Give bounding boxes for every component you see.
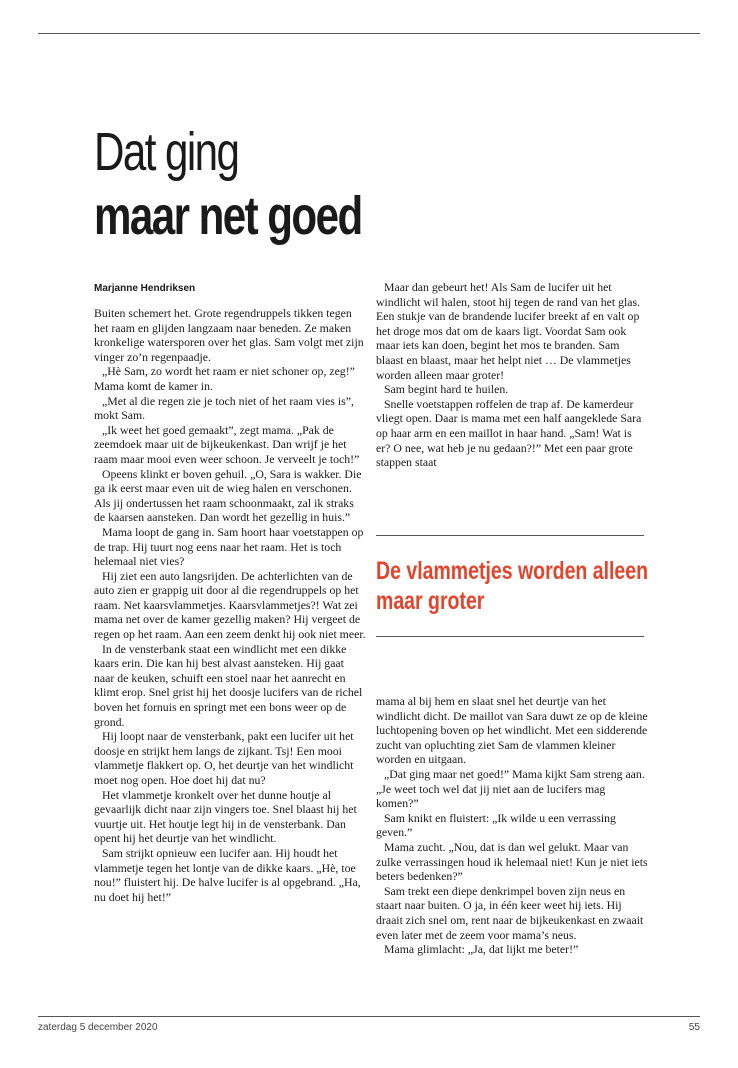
paragraph: Buiten schemert het. Grote regendruppels tikken tegen het raam en glijden langzaam naar beneden. Ze maken kronkelige watersporen over het glas. Sam volgt met zijn vinger zo’n regenpaadje. bbox=[94, 306, 364, 364]
paragraph: Mama loopt de gang in. Sam hoort haar voetstappen op de trap. Hij tuurt nog eens naar het raam. Het is toch helemaal niet vies? bbox=[94, 524, 364, 569]
page-number: 55 bbox=[688, 1022, 700, 1033]
title-line-2: maar net goed bbox=[94, 186, 362, 246]
pull-quote-rule-bottom bbox=[376, 636, 644, 637]
pull-quote: De vlammetjes worden alleen maar groter bbox=[376, 557, 649, 615]
paragraph: Mama zucht. „Nou, dat is dan wel gelukt. Maar van zulke verrassingen houd ik helemaal niet! Kun je niet iets beters bedenken?” bbox=[376, 839, 648, 884]
article-column-2-bottom bbox=[376, 694, 648, 957]
paragraph: Hij loopt naar de vensterbank, pakt een lucifer uit het doosje en strijkt hem langs de zijkant. Tsj! Een mooi vlammetje flakkert op. O, het deurtje van het windlicht moet nog open. Hoe doet hij dat nu? bbox=[94, 729, 354, 787]
paragraph: Hij ziet een auto langsrijden. De achterlichten van de auto zien er grappig uit door al die regendruppels op het raam. Net kaarsvlammetjes. Kaarsvlammetjes?! Wat zei mama net over de kamer gezellig maken? Hij vergeet de regen op het raam. Aan een zeem denkt hij ook niet meer. bbox=[94, 568, 366, 642]
paragraph: Maar dan gebeurt het! Als Sam de lucifer uit het windlicht wil halen, stoot hij tegen de rand van het glas. Een stukje van de brandende lucifer breekt af en valt op het droge mos dat om de kaars ligt. Voordat Sam ook maar iets kan doen, begint het mos te branden. Sam blaast en blaast, maar het helpt niet … De vlammetjes worden alleen maar groter! bbox=[376, 280, 641, 382]
paragraph: Mama glimlacht: „Ja, dat lijkt me beter!” bbox=[384, 942, 579, 957]
title-line-1: Dat ging bbox=[94, 122, 239, 182]
pull-quote-rule-top bbox=[376, 535, 644, 536]
paragraph: „Hè Sam, zo wordt het raam er niet schoner op, zeg!” Mama komt de kamer in. bbox=[94, 364, 355, 393]
paragraph: Het vlammetje kronkelt over het dunne houtje al gevaarlijk dicht naar zijn vingers toe. Snel blaast hij het vuurtje uit. Het houtje legt hij in de vensterbank. Dan opent hij het deurtje van het windlicht. bbox=[94, 787, 357, 846]
article-column-1 bbox=[94, 306, 366, 904]
paragraph: Snelle voetstappen roffelen de trap af. De kamerdeur vliegt open. Daar is mama met een half aangeklede Sara op haar arm en een maillot in haar hand. „Sam! Wat is er? O nee, wat heb je nu gedaan?!” Met een paar grote stappen staat bbox=[376, 396, 642, 470]
paragraph: mama al bij hem en slaat snel het deurtje van het windlicht dicht. De maillot van Sara duwt ze op de kleine luchtopening boven op het windlicht. Met een sidderende zucht van opluchting ziet Sam de vlammen kleiner worden en uitgaan. bbox=[376, 694, 648, 767]
footer-date: zaterdag 5 december 2020 bbox=[38, 1022, 158, 1033]
paragraph: Sam begint hard te huilen. bbox=[384, 382, 509, 397]
paragraph: Sam trekt een diepe denkrimpel boven zijn neus en staart naar buiten. O ja, in één keer weet hij iets. Hij draait zich snel om, rent naar de bijkeukenkast en zwaait even later met de zeem voor mama’s neus. bbox=[376, 883, 644, 942]
paragraph: Sam strijkt opnieuw een lucifer aan. Hij houdt het vlammetje tegen het lontje van de dikke kaars. „Hè, toe nou!” fluistert hij. De halve lucifer is al opgebrand. „Ha, nu doet hij het!” bbox=[94, 845, 361, 904]
article-column-2-top bbox=[376, 280, 648, 470]
paragraph: „Dat ging maar net goed!” Mama kijkt Sam streng aan. „Je weet toch wel dat jij niet aan de lucifers mag komen?” bbox=[376, 766, 645, 811]
bottom-rule bbox=[38, 1016, 700, 1017]
paragraph: „Met al die regen zie je toch niet of het raam vies is”, mokt Sam. bbox=[94, 393, 354, 423]
author-byline: Marjanne Hendriksen bbox=[94, 283, 196, 294]
top-rule bbox=[38, 33, 700, 34]
paragraph: Opeens klinkt er boven gehuil. „O, Sara is wakker. Die ga ik eerst maar even uit de wieg halen en verschonen. Als jij ondertussen het raam schoonmaakt, zal ik straks de kaarsen aansteken. Dan wordt het gezellig in huis.” bbox=[94, 466, 362, 525]
paragraph: Sam knikt en fluistert: „Ik wilde u een verrassing geven.” bbox=[376, 810, 616, 840]
paragraph: „Ik weet het goed gemaakt”, zegt mama. „Pak de zeemdoek maar uit de bijkeukenkast. Dan wrijf je het raam maar mooi even weer schoon. Je verveelt je toch!” bbox=[94, 422, 360, 466]
paragraph: In de vensterbank staat een windlicht met een dikke kaars erin. Die kan hij best alvast aansteken. Hij gaat naar de keuken, schuift een stoel naar het aanrecht en klimt erop. Snel grist hij het doosje lucifers van de richel boven het fornuis en springt met een bons weer op de grond. bbox=[94, 641, 363, 729]
